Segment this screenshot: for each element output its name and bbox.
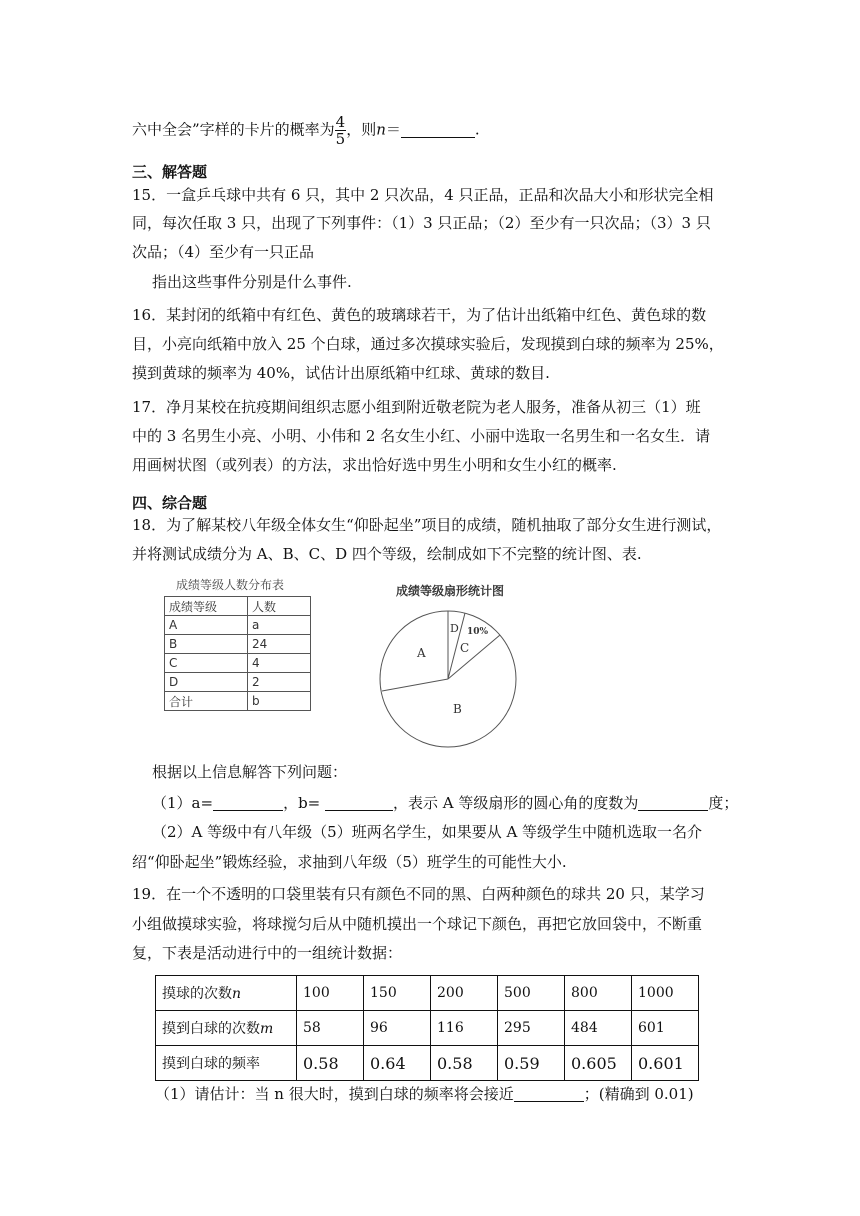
table-row xyxy=(165,692,311,711)
q16-line-2: 目，小亮向纸箱中放入 25 个白球，通过多次摸球实验后，发现摸到白球的频率为 25%， xyxy=(132,335,724,353)
pie-label-b: B xyxy=(453,702,462,716)
q14-eq: ＝ xyxy=(385,120,401,139)
pie-label-d: D xyxy=(450,622,459,635)
table-cell: 24 xyxy=(248,635,311,654)
table-cell: 0.601 xyxy=(632,1046,699,1081)
q14-end: . xyxy=(474,120,480,139)
q14-fraction xyxy=(335,114,347,147)
table-row xyxy=(165,597,311,616)
q15-line-1: 15．一盒乒乓球中共有 6 只，其中 2 只次品，4 只正品，正品和次品大小和形状完全相 xyxy=(132,186,714,204)
q18-line-1: 18．为了解某校八年级全体女生“仰卧起坐”项目的成绩，随机抽取了部分女生进行测试， xyxy=(132,516,722,534)
q15-line-4: 指出这些事件分别是什么事件. xyxy=(152,273,352,291)
q19-line-1: 19．在一个不透明的口袋里装有只有颜色不同的黑、白两种颜色的球共 20 只，某学习 xyxy=(132,885,705,903)
pie-label-pct: 10% xyxy=(467,627,489,637)
table-cell: 150 xyxy=(364,976,431,1011)
table-cell: 800 xyxy=(565,976,632,1011)
table-cell: 0.58 xyxy=(297,1046,364,1081)
var-m: m xyxy=(260,1021,274,1037)
table-cell: 484 xyxy=(565,1011,632,1046)
table-row xyxy=(156,1011,699,1046)
table-cell: 2 xyxy=(248,673,311,692)
q16-line-1: 16．某封闭的纸箱中有红色、黄色的玻璃球若干，为了估计出纸箱中红色、黄色球的数 xyxy=(132,306,707,324)
table-cell: 0.58 xyxy=(431,1046,498,1081)
table-cell: 100 xyxy=(297,976,364,1011)
grade-table xyxy=(164,596,311,711)
q17-line-2: 中的 3 名男生小亮、小明、小伟和 2 名女生小红、小丽中选取一名男生和一名女生．请 xyxy=(132,427,711,445)
pie-chart xyxy=(370,580,530,750)
answer-blank-angle[interactable] xyxy=(638,794,708,811)
row-header xyxy=(156,1011,297,1046)
q15-line-2: 同，每次任取 3 只，出现了下列事件：（1）3 只正品；（2）至少有一只次品；（3）3 只 xyxy=(132,214,711,232)
q17-line-3: 用画树状图（或列表）的方法，求出恰好选中男生小明和女生小红的概率. xyxy=(132,456,617,474)
row-label: 摸到白球的次数 xyxy=(162,1021,260,1037)
table-header-cell: 成绩等级 xyxy=(165,597,248,616)
table-cell: 0.64 xyxy=(364,1046,431,1081)
table-cell: 58 xyxy=(297,1011,364,1046)
table-cell: 601 xyxy=(632,1011,699,1046)
answer-blank-freq[interactable] xyxy=(514,1085,584,1102)
grade-table-caption: 成绩等级人数分布表 xyxy=(176,578,285,592)
row-label: 摸球的次数 xyxy=(162,986,232,1002)
answer-blank-b[interactable] xyxy=(325,794,393,811)
q18-p1-c: ，表示 A 等级扇形的圆心角的度数为 xyxy=(393,794,639,812)
q15-line-3: 次品；（4）至少有一只正品 xyxy=(132,243,315,261)
table-cell: a xyxy=(248,616,311,635)
q14-tail xyxy=(132,114,480,147)
q18-p1-a: （1）a= xyxy=(152,794,214,812)
table-cell: A xyxy=(165,616,248,635)
table-cell: 4 xyxy=(248,654,311,673)
var-n: n xyxy=(232,986,242,1002)
frequency-table xyxy=(155,975,699,1081)
table-cell: 96 xyxy=(364,1011,431,1046)
frac-numerator: 4 xyxy=(335,113,346,131)
frac-denominator: 5 xyxy=(335,130,346,148)
table-cell: D xyxy=(165,673,248,692)
table-cell: b xyxy=(248,692,311,711)
q19-p1-b: ；(精确到 0.01) xyxy=(583,1085,694,1103)
row-header: 摸到白球的频率 xyxy=(156,1046,297,1081)
table-header-cell: 人数 xyxy=(248,597,311,616)
section-heading-4: 四、综合题 xyxy=(132,494,208,512)
var-n: n xyxy=(376,120,386,139)
table-row xyxy=(165,616,311,635)
table-cell: 200 xyxy=(431,976,498,1011)
q14-mid: ，则 xyxy=(346,120,377,139)
table-cell: C xyxy=(165,654,248,673)
q18-part2-line-1: （2）A 等级中有八年级（5）班两名学生，如果要从 A 等级学生中随机选取一名介 xyxy=(152,823,703,841)
q18-p1-b: ，b= xyxy=(283,794,326,812)
table-cell: 500 xyxy=(498,976,565,1011)
table-row xyxy=(165,635,311,654)
answer-blank-a[interactable] xyxy=(213,794,283,811)
q18-prompt: 根据以上信息解答下列问题： xyxy=(152,763,348,781)
q18-part1 xyxy=(152,793,738,813)
table-cell: 1000 xyxy=(632,976,699,1011)
pie-label-c: C xyxy=(460,641,470,655)
table-row xyxy=(156,976,699,1011)
q19-part1 xyxy=(155,1084,694,1104)
answer-blank[interactable] xyxy=(401,121,475,138)
q18-p1-d: 度； xyxy=(708,794,739,812)
section-heading-3: 三、解答题 xyxy=(132,163,208,181)
table-cell: 116 xyxy=(431,1011,498,1046)
q19-line-3: 复，下表是活动进行中的一组统计数据： xyxy=(132,944,403,962)
q18-part2-line-2: 绍“仰卧起坐”锻炼经验，求抽到八年级（5）班学生的可能性大小. xyxy=(132,853,567,871)
q14-prefix: 六中全会”字样的卡片的概率为 xyxy=(132,120,335,139)
table-cell: 合计 xyxy=(165,692,248,711)
table-cell: B xyxy=(165,635,248,654)
q16-line-3: 摸到黄球的频率为 40%，试估计出原纸箱中红球、黄球的数目. xyxy=(132,364,550,382)
pie-title: 成绩等级扇形统计图 xyxy=(395,584,505,598)
table-cell: 0.59 xyxy=(498,1046,565,1081)
pie-label-a: A xyxy=(417,646,426,660)
row-header xyxy=(156,976,297,1011)
table-cell: 0.605 xyxy=(565,1046,632,1081)
q19-p1-a: （1）请估计：当 n 很大时，摸到白球的频率将会接近 xyxy=(155,1085,514,1103)
q17-line-1: 17．净月某校在抗疫期间组织志愿小组到附近敬老院为老人服务，准备从初三（1）班 xyxy=(132,398,701,416)
table-row xyxy=(165,673,311,692)
table-cell: 295 xyxy=(498,1011,565,1046)
table-row xyxy=(165,654,311,673)
q19-line-2: 小组做摸球实验，将球搅匀后从中随机摸出一个球记下颜色，再把它放回袋中，不断重 xyxy=(132,915,703,933)
q18-line-2: 并将测试成绩分为 A、B、C、D 四个等级，绘制成如下不完整的统计图、表. xyxy=(132,545,642,563)
table-row xyxy=(156,1046,699,1081)
